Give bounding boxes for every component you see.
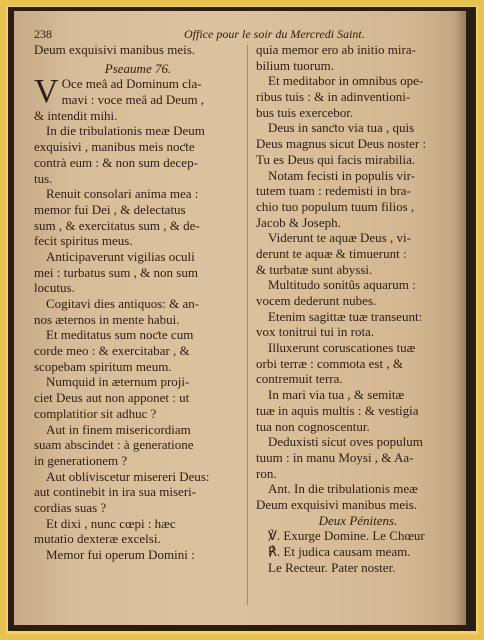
text-line: sum , & exercitatus sum , & de- [34,217,200,233]
text-line: In mari via tua , & semitæ [268,387,405,403]
text-line: Jacob & Joseph. [256,214,341,230]
text-line: Multitudo sonitûs aquarum : [268,277,416,293]
antiphon-line: Ant. In die tribulationis meæ [268,481,418,497]
section-title: Deux Pénitens. [318,512,398,528]
text-line: scopebam spiritum meum. [34,358,172,374]
text-line: & turbatæ sunt abyssi. [256,261,373,277]
text-line: orbi terræ : commota est , & [256,355,403,371]
text-line: Deus in sanƈto via tua , quis [268,120,415,136]
text-line: Tu es Deus qui facis mirabilia. [256,151,416,167]
text-line: Et meditatus sum noƈte cum [46,327,194,343]
text-line: Et dixi , nunc cœpi : hæc [46,515,176,531]
text-line: exquisivi , manibus meis noƈte [34,139,195,155]
text-line: In die tribulationis meæ Deum [46,123,205,139]
text-line: tutem tuam : redemisti in bra- [256,183,411,199]
text-line: ribus tuis : & in adinventioni- [256,89,411,105]
text-line: Etenim sagittæ tuæ transeunt: [268,308,423,324]
text-line: aut continebit in ira sua miseri- [34,484,197,500]
text-line: quia memor ero ab initio mira- [256,42,416,57]
text-line: Oce meâ ad Dominum cla- [61,76,202,92]
right-column [256,42,460,575]
text-line: Aut in finem misericordiam [46,421,191,437]
psalm-title: Pseaume 76. [104,60,172,76]
text-line: Viderunt te aquæ Deus , vi- [268,230,411,246]
left-column [34,42,242,563]
text-line: contremuit terra. [256,371,343,387]
text-line: fecit spiritus meus. [34,233,133,249]
text-line: Et meditabor in omnibus ope- [268,73,424,89]
text-line: & intendit mihi. [34,107,118,123]
text-line: Deus magnus sicut Deus noster : [256,136,427,152]
book-page [14,11,466,625]
psalm-opening [34,73,242,111]
text-line: suam abscindet : à generatione [34,437,194,453]
page-number: 238 [34,27,52,41]
text-line: tuum : in manu Moysi , & Aa- [256,449,414,465]
text-line: Renuit consolari anima mea : [46,186,199,202]
text-line: tua non cognoscentur. [256,418,370,434]
text-line: bus tuis exercebor. [256,104,354,120]
text-line: vox tonitrui tui in rota. [256,324,375,340]
text-line: ciet Deus aut non apponet : ut [34,390,190,406]
running-head [34,25,454,43]
text-line: nos æternos in mente habui. [34,311,180,327]
text-line: chio tuo populum tuum filios , [256,198,415,214]
rubric-line: Le Recteur. Pater noster. [268,559,396,575]
text-line: contrà eum : & non sum decep- [34,154,198,170]
text-line: tuæ in aquis multis : & vestigia [256,402,419,418]
text-line: complatitior sit adhuc ? [34,405,157,421]
text-line: Numquid in æternum proji- [46,374,190,390]
text-line: bilium tuorum. [256,57,334,73]
running-title: Office pour le soir du Mercredi Saint. [184,27,365,41]
text-line: ron. [256,465,277,481]
text-line: locutus. [34,280,75,296]
versicle-line: ℣. Exurge Domine. Le Chœur [268,528,425,544]
text-line: Anticipaverunt vigilias oculi [46,248,195,264]
text-line: Memor fui operum Domini : [46,547,195,562]
response-line: ℟. Et judica causam meam. [268,544,411,559]
text-line: tus. [34,170,53,186]
text-line: vocem dederunt nubes. [256,293,377,308]
drop-cap: V [34,73,59,111]
text-line: Notam fecisti in populis vir- [268,167,416,183]
text-line: Deduxisti sicut oves populum [268,434,423,450]
antiphon-line: Deum exquisivi manibus meis. [256,496,418,512]
text-line: in generationem ? [34,452,128,468]
text-line: Illuxerunt coruscationes tuæ [268,340,416,356]
text-line: derunt te aquæ & timuerunt : [256,245,407,261]
scan-background [8,7,476,631]
text-line: mavi : voce meâ ad Deum , [61,92,205,108]
text-line: corde meo : & exercitabar , & [34,343,190,359]
text-line: memor fui Dei , & delectatus [34,201,186,217]
text-line: mei : turbatus sum , & non sum [34,264,198,280]
text-line: mutatio dexteræ excelsi. [34,531,161,547]
column-divider [247,45,248,605]
text-line: Cogitavi dies antiquos: & an- [46,296,200,311]
text-line: Deum exquisivi manibus meis. [34,42,196,57]
text-line: Aut obliviscetur misereri Deus: [46,468,210,484]
text-line: cordias suas ? [34,499,107,515]
